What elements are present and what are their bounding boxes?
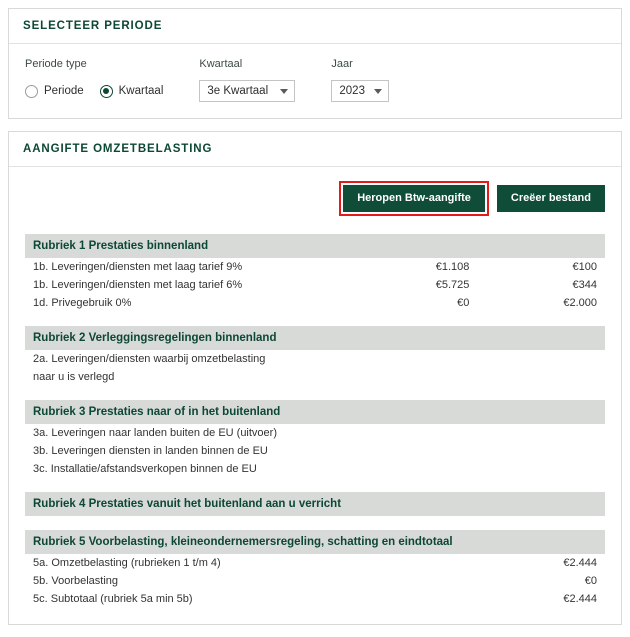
jaar-select-value: 2023 (339, 85, 365, 97)
kwartaal-select[interactable] (199, 80, 295, 102)
aangifte-card-title: AANGIFTE OMZETBELASTING (9, 132, 621, 167)
period-type-label: Periode type (25, 58, 87, 70)
row-amount1: €5.725 (435, 279, 470, 291)
field-kwartaal (199, 58, 295, 102)
table-row (25, 276, 605, 294)
radio-option-periode[interactable] (25, 85, 84, 98)
kwartaal-label: Kwartaal (199, 58, 243, 70)
create-file-button[interactable]: Creëer bestand (497, 185, 605, 212)
table-row (25, 572, 605, 590)
row-amount1 (350, 590, 478, 608)
row-desc: 1d. Privegebruik 0% (33, 297, 132, 309)
kwartaal-select-value: 3e Kwartaal (207, 85, 269, 97)
radio-kwartaal-label: Kwartaal (118, 85, 164, 97)
chevron-down-icon (374, 89, 382, 94)
table-row (25, 590, 605, 608)
radio-option-kwartaal[interactable] (100, 85, 164, 98)
row-amount2: €344 (572, 279, 597, 291)
rubriek-3-heading: Rubriek 3 Prestaties naar of in het buitenland (25, 400, 605, 424)
rubriek-1-heading: Rubriek 1 Prestaties binnenland (25, 234, 605, 258)
period-card-body (9, 44, 621, 118)
jaar-select[interactable] (331, 80, 389, 102)
aangifte-card-body (9, 167, 621, 624)
action-button-row (25, 181, 605, 216)
rubriek-1-table (25, 258, 605, 312)
rubriek-4-heading: Rubriek 4 Prestaties vanuit het buitenland aan u verricht (25, 492, 605, 516)
rubriek-3-line-2: 3b. Leveringen diensten in landen binnen de EU (33, 445, 268, 457)
rubriek-5-heading: Rubriek 5 Voorbelasting, kleineondernemersregeling, schatting en eindtotaal (25, 530, 605, 554)
period-type-radio-group[interactable] (25, 80, 163, 102)
rubriek-2-line-2: naar u is verlegd (33, 371, 115, 383)
row-desc: 5b. Voorbelasting (33, 575, 119, 587)
chevron-down-icon (280, 89, 288, 94)
row-amount1 (350, 554, 478, 572)
table-row (25, 294, 605, 312)
row-amount2: €100 (572, 261, 597, 273)
row-amount1: €0 (457, 297, 470, 309)
rubriek-3-line-3: 3c. Installatie/afstandsverkopen binnen de EU (33, 463, 257, 475)
radio-periode-icon[interactable] (25, 85, 38, 98)
reopen-button-highlight (339, 181, 489, 216)
row-desc: 5a. Omzetbelasting (rubrieken 1 t/m 4) (33, 557, 221, 569)
table-row (25, 554, 605, 572)
row-amount1: €1.108 (435, 261, 470, 273)
rubriek-2-line-1: 2a. Leveringen/diensten waarbij omzetbelasting (33, 353, 266, 365)
row-amount2: €0 (584, 575, 597, 587)
table-row (25, 258, 605, 276)
row-amount2: €2.444 (563, 557, 597, 569)
radio-kwartaal-icon[interactable] (100, 85, 113, 98)
row-desc: 5c. Subtotaal (rubriek 5a min 5b) (33, 593, 193, 605)
aangifte-card (8, 131, 622, 625)
row-amount2: €2.444 (563, 593, 597, 605)
rubriek-2-heading: Rubriek 2 Verleggingsregelingen binnenland (25, 326, 605, 350)
row-amount2: €2.000 (563, 297, 597, 309)
row-desc: 1b. Leveringen/diensten met laag tarief 6% (33, 279, 243, 291)
row-desc: 1b. Leveringen/diensten met laag tarief 9% (33, 261, 243, 273)
reopen-btw-aangifte-button[interactable]: Heropen Btw-aangifte (343, 185, 485, 212)
rubriek-list (25, 234, 605, 608)
jaar-label: Jaar (331, 58, 353, 70)
row-amount1 (350, 572, 478, 590)
period-card-title: SELECTEER PERIODE (9, 9, 621, 44)
field-period-type (25, 58, 163, 102)
period-fields (25, 58, 605, 102)
period-card (8, 8, 622, 119)
rubriek-3-line-1: 3a. Leveringen naar landen buiten de EU (uitvoer) (33, 427, 277, 439)
field-jaar (331, 58, 389, 102)
radio-periode-label: Periode (44, 85, 84, 97)
